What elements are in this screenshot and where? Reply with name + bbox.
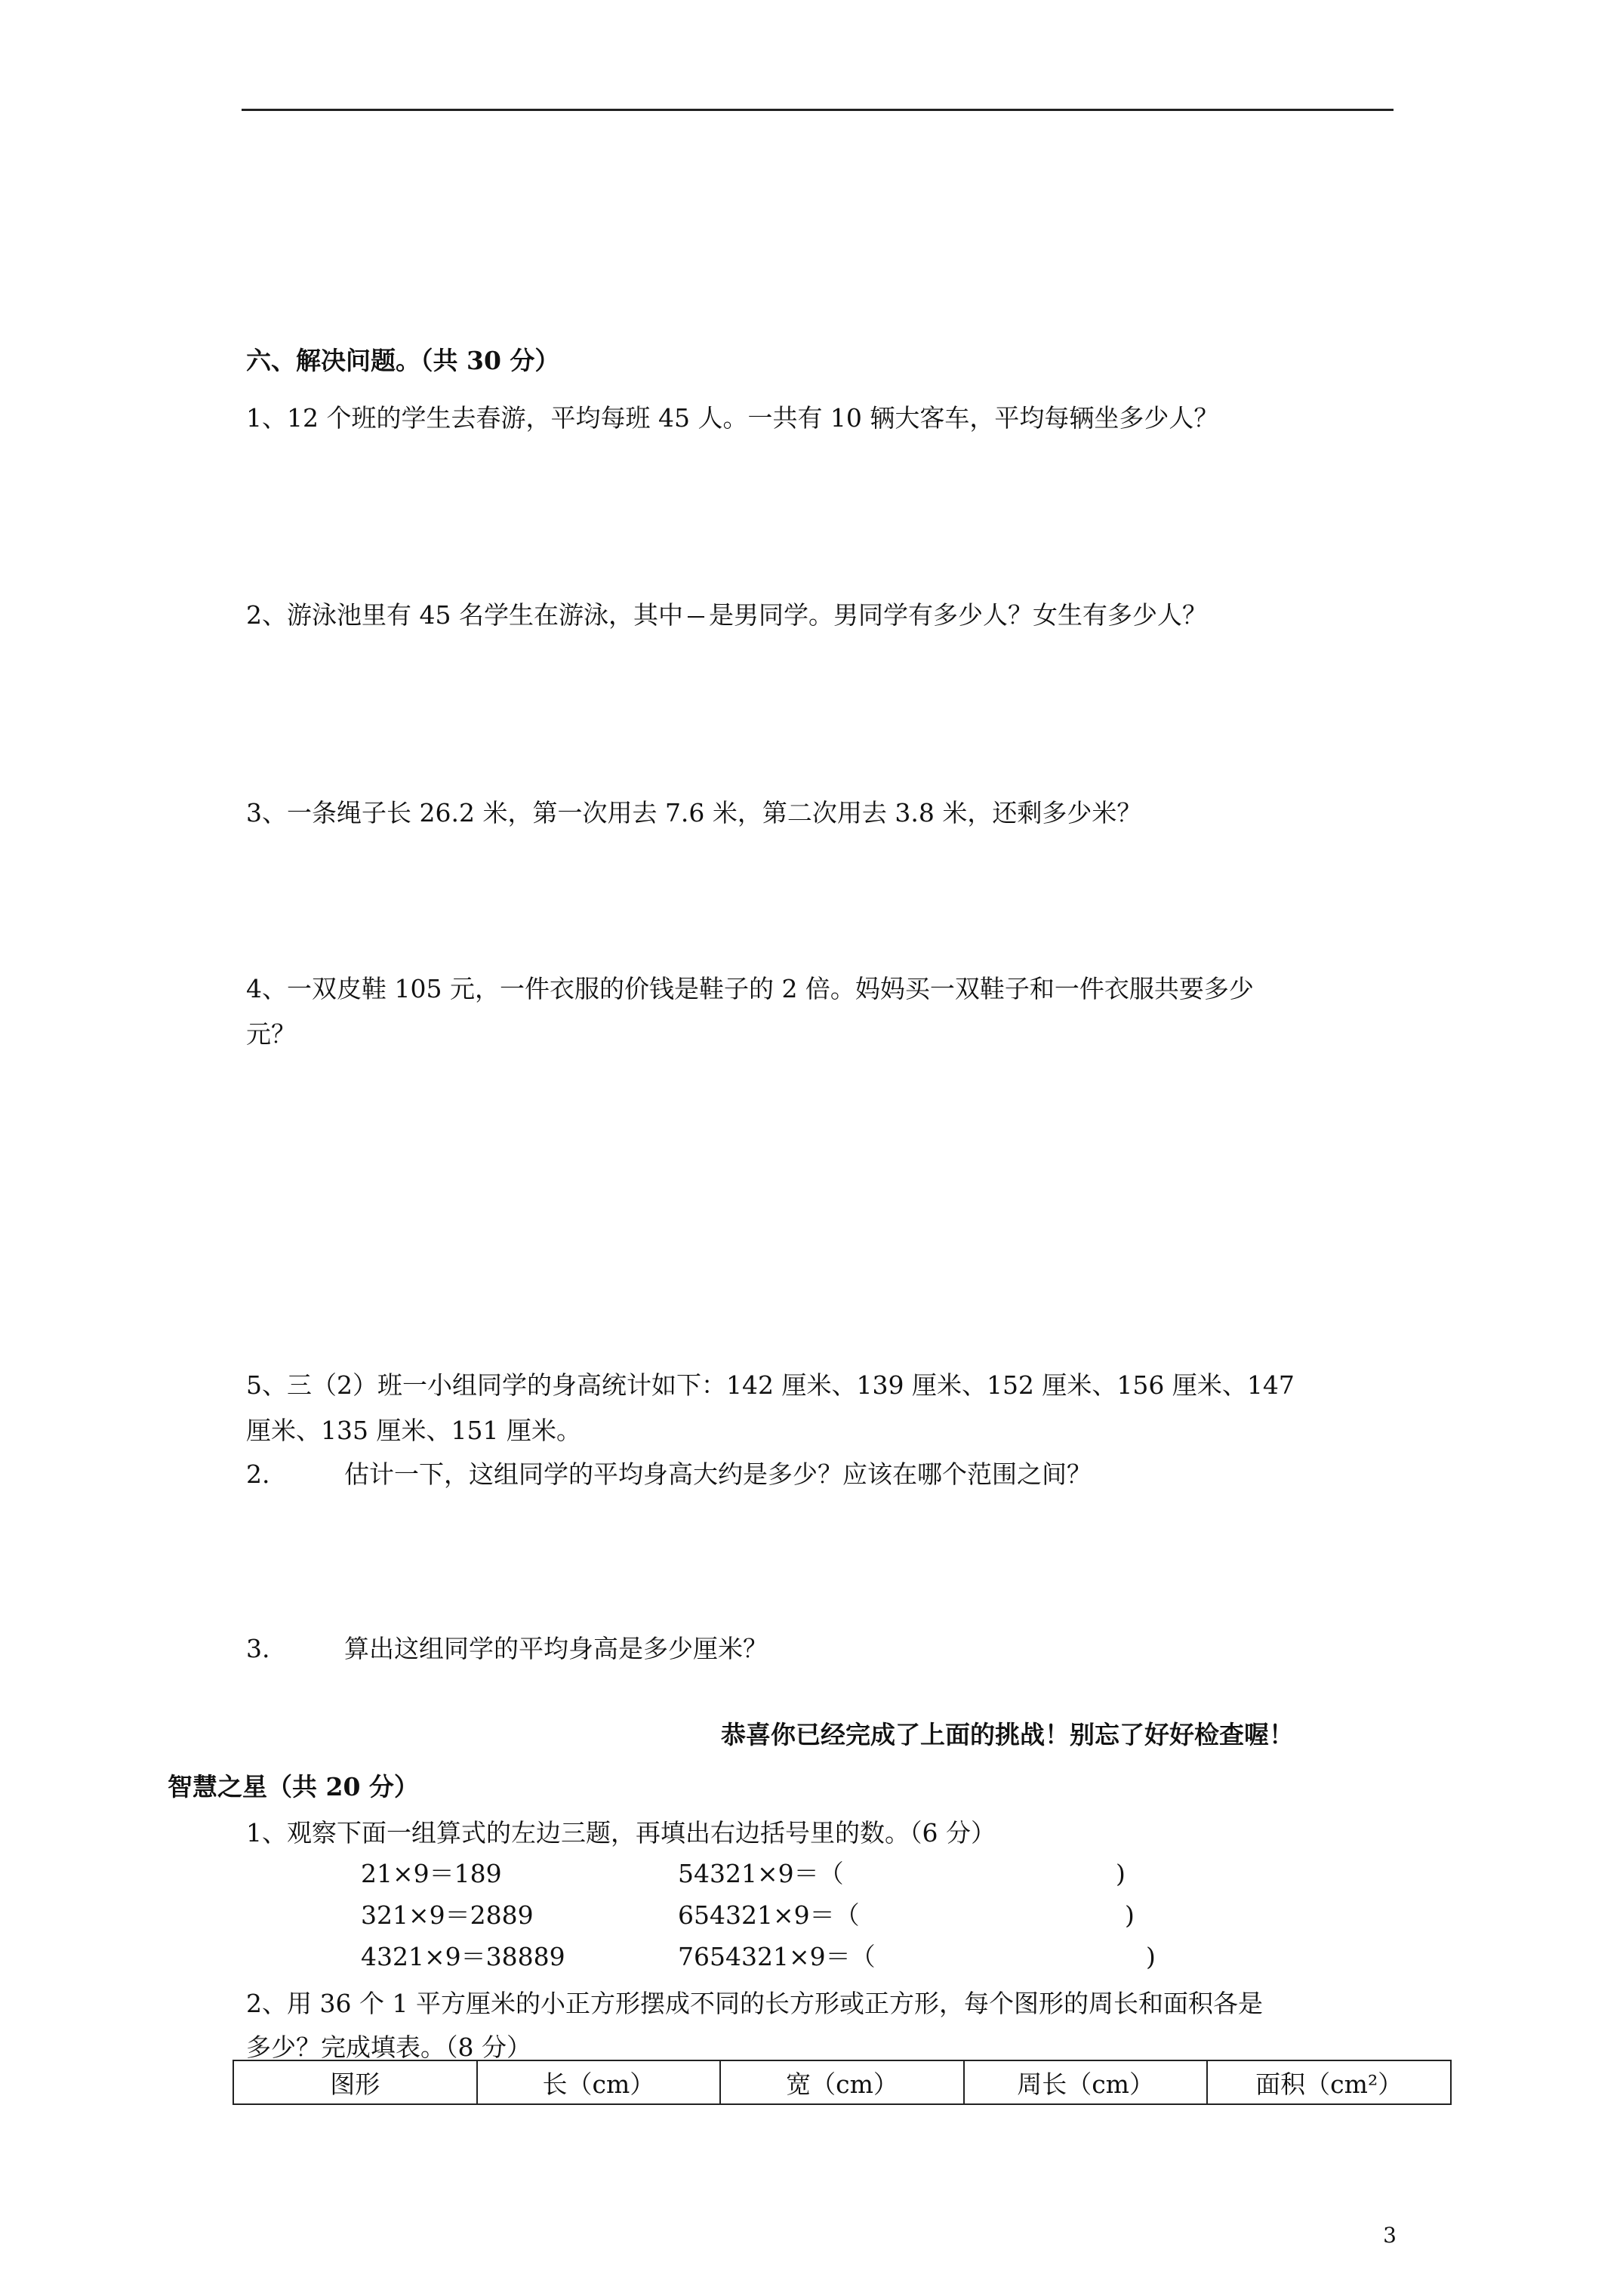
table-header-cell: 图形 [233, 2060, 477, 2104]
sub-question-2-text: 估计一下，这组同学的平均身高大约是多少？应该在哪个范围之间？ [344, 1459, 1092, 1489]
fill-table [233, 2060, 1452, 2105]
table-header-cell: 面积（cm²） [1207, 2060, 1451, 2104]
wisdom-question-2-line-2: 多少？完成填表。（8 分） [246, 2032, 531, 2062]
section-title: 六、解决问题。（共 30 分） [246, 346, 560, 375]
question-5-line-2: 厘米、135 厘米、151 厘米。 [246, 1416, 581, 1445]
table-header-cell: 宽（cm） [720, 2060, 964, 2104]
close-paren-1: ) [1116, 1859, 1126, 1888]
question-3: 3、一条绳子长 26.2 米，第一次用去 7.6 米，第二次用去 3.8 米，还剩多少米？ [246, 798, 1142, 827]
left-equation-2: 321×9＝2889 [361, 1900, 534, 1930]
question-1: 1、12 个班的学生去春游，平均每班 45 人。一共有 10 辆大客车，平均每辆坐多少人？ [246, 403, 1219, 433]
table-header-row [233, 2060, 1451, 2104]
left-equation-1: 21×9＝189 [361, 1859, 502, 1888]
sub-question-3-number: 3. [246, 1634, 270, 1663]
sub-question-2-number: 2. [246, 1459, 270, 1489]
header-rule [242, 109, 1394, 111]
page-number: 3 [1383, 2223, 1397, 2248]
right-equation-1: 54321×9＝（ [678, 1859, 844, 1888]
table-header-cell: 周长（cm） [964, 2060, 1208, 2104]
question-4-line-2: 元？ [246, 1019, 296, 1049]
close-paren-3: ) [1146, 1942, 1156, 1971]
wisdom-title: 智慧之星（共 20 分） [168, 1772, 419, 1801]
sub-question-3-text: 算出这组同学的平均身高是多少厘米？ [344, 1634, 768, 1663]
question-2 [246, 600, 1207, 630]
table-header-cell: 长（cm） [477, 2060, 721, 2104]
close-paren-2: ) [1125, 1900, 1135, 1930]
right-equation-3: 7654321×9＝（ [678, 1942, 876, 1971]
question-5-line-1: 5、三（2）班一小组同学的身高统计如下：142 厘米、139 厘米、152 厘米、156 厘米、147 [246, 1370, 1295, 1400]
right-equation-2: 654321×9＝（ [678, 1900, 860, 1930]
congrats-message: 恭喜你已经完成了上面的挑战！别忘了好好检查喔！ [721, 1720, 1294, 1749]
question-2-text-end: 是男同学。男同学有多少人？女生有多少人？ [708, 600, 1207, 630]
wisdom-question-2-line-1: 2、用 36 个 1 平方厘米的小正方形摆成不同的长方形或正方形，每个图形的周长和面积各是 [246, 1989, 1263, 2018]
question-2-text-start: 2、游泳池里有 45 名学生在游泳，其中 [246, 600, 683, 630]
left-equation-3: 4321×9＝38889 [361, 1942, 565, 1971]
wisdom-question-1: 1、观察下面一组算式的左边三题，再填出右边括号里的数。（6 分） [246, 1818, 996, 1848]
question-4-line-1: 4、一双皮鞋 105 元，一件衣服的价钱是鞋子的 2 倍。妈妈买一双鞋子和一件衣服共要多少 [246, 974, 1254, 1003]
fraction-mark [688, 616, 704, 618]
